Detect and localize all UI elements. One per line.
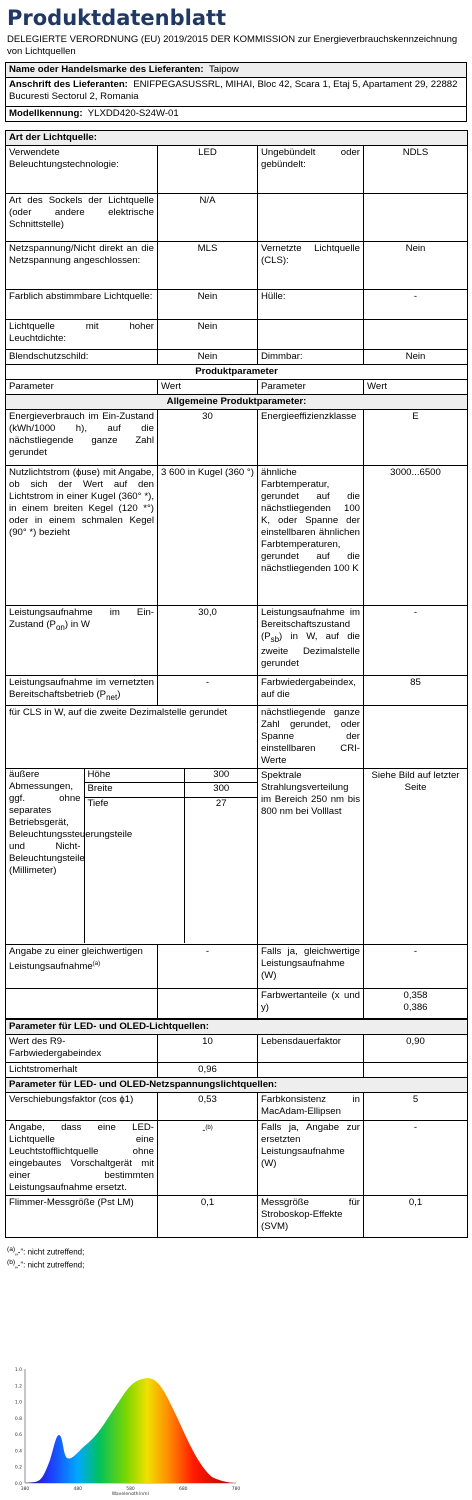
cls-value: Nein xyxy=(364,242,468,290)
glare-shield-value: Nein xyxy=(158,350,258,365)
spectrum-x-tick: 580 xyxy=(126,1487,135,1492)
replaced-power-label: Falls ja, Angabe zur ersetzten Leistungsaufnahme (W) xyxy=(258,1120,364,1195)
datasheet-page xyxy=(5,0,467,1271)
supplier-name: Taipow xyxy=(208,64,239,75)
spectrum-y-tick: 0.8 xyxy=(14,1416,22,1422)
spectrum-y-tick: 0.4 xyxy=(14,1449,22,1455)
model-row xyxy=(6,107,467,122)
networked-standby-note: für CLS in W, auf die zweite Dezimalstelle gerundet xyxy=(6,706,258,769)
mains-value: MLS xyxy=(158,242,258,290)
tunable-value: Nein xyxy=(158,290,258,320)
spectral-distribution-label: Spektrale Strahlungsverteilung im Bereich 250 nm bis 800 nm bei Volllast xyxy=(258,769,364,945)
supplier-name-label: Name oder Handelsmarke des Lieferanten: xyxy=(9,64,204,75)
r9-value: 10 xyxy=(158,1034,258,1062)
spectrum-curve xyxy=(25,1378,236,1483)
luminous-flux-label: Nutzlichtstrom (ϕuse) mit Angabe, ob sich der Wert auf den Lichtstrom in einer Kugel (360° *), in einem breiten Kegel (120 *°) oder in einem schmalen Kegel (90° *) bezieht xyxy=(6,466,158,606)
r9-label: Wert des R9-Farbwiedergabeindex xyxy=(6,1034,158,1062)
footnote-b: $^{(b)}$„-“: nicht zutreffend; xyxy=(7,1259,85,1270)
section-header-general: Allgemeine Produktparameter: xyxy=(6,395,468,410)
standby-power-value: - xyxy=(364,606,468,676)
dimension-height-value: 300 xyxy=(184,769,258,783)
empty-cell xyxy=(158,989,258,1019)
spectrum-x-label: Wavelength(nm) xyxy=(111,1492,150,1495)
empty-cell xyxy=(364,706,468,769)
empty-cell xyxy=(258,194,364,242)
dimensions-cell xyxy=(6,769,258,945)
replaced-power-value: - xyxy=(364,1120,468,1195)
standby-power-label: Leistungsaufnahme im Bereitschaftszustand $(P_{sb})$ in W, auf die zweite Dezimalstelle gerundet xyxy=(258,606,364,676)
cri-value: 85 xyxy=(364,676,468,706)
flicker-value: 0,1 xyxy=(158,1195,258,1237)
spectrum-x-tick: 780 xyxy=(231,1487,241,1492)
high-luminance-label: Lichtquelle mit hoher Leuchtdichte: xyxy=(6,320,158,350)
lumen-maintenance-value: 0,96 xyxy=(158,1062,258,1077)
col-header-value: Wert xyxy=(158,380,258,395)
envelope-value: - xyxy=(364,290,468,320)
spectrum-y-tick: 0.6 xyxy=(14,1433,22,1439)
color-consistency-label: Farbkonsistenz in MacAdam-Ellipsen xyxy=(258,1092,364,1120)
lumen-maintenance-label: Lichtstromerhalt xyxy=(6,1062,158,1077)
empty-cell xyxy=(258,1062,364,1077)
col-header-parameter: Parameter xyxy=(6,380,158,395)
page-title: Produktdatenblatt xyxy=(7,6,227,30)
footnotes xyxy=(7,1244,467,1271)
technology-label: Verwendete Beleuchtungstechnologie: xyxy=(6,146,158,194)
technology-value: LED xyxy=(158,146,258,194)
spectrum-y-tick: 1.2 xyxy=(14,1384,22,1390)
section-header-art: Art der Lichtquelle: xyxy=(6,131,468,146)
dimension-depth-label: Tiefe xyxy=(84,797,184,943)
glare-shield-label: Blendschutzschild: xyxy=(6,350,158,365)
envelope-label: Hülle: xyxy=(258,290,364,320)
section-header-product-params: Produktparameter xyxy=(6,365,468,380)
directional-value: NDLS xyxy=(364,146,468,194)
spectrum-chart xyxy=(0,1355,250,1495)
footnote-a: $^{(a)}$„-“: nicht zutreffend; xyxy=(7,1245,85,1257)
networked-standby-label: Leistungsaufnahme im vernetzten Bereitschaftsbetrieb $(P_{net})$ xyxy=(6,676,158,706)
spectral-distribution-value: Siehe Bild auf letzter Seite xyxy=(364,769,468,945)
spectrum-y-tick: 0.0 xyxy=(14,1482,22,1487)
energy-consumption-value: 30 xyxy=(158,410,258,466)
mains-label: Netzspannung/Nicht direkt an die Netzspannung angeschlossen: xyxy=(6,242,158,290)
dimmable-label: Dimmbar: xyxy=(258,350,364,365)
light-source-table xyxy=(5,130,468,1238)
color-temperature-label: ähnliche Farbtemperatur, gerundet auf die nächstliegenden 100 K, oder Spanne der einstellbaren ähnlichen Farbtemperaturen, gerundet auf die nächstliegenden 100 K xyxy=(258,466,364,606)
efficiency-class-value: E xyxy=(364,410,468,466)
networked-standby-value: - xyxy=(158,676,258,706)
equivalent-power-label: Angabe zu einer gleichwertigen Leistungsaufnahme$^{(a)}$ xyxy=(6,945,158,989)
fluorescent-replacement-value: -$^{(b)}$ xyxy=(158,1120,258,1195)
energy-consumption-label: Energieverbrauch im Ein-Zustand (kWh/1000 h), auf die nächstliegende ganze Zahl gerundet xyxy=(6,410,158,466)
stroboscopic-value: 0,1 xyxy=(364,1195,468,1237)
spectrum-svg xyxy=(0,1355,250,1495)
lifetime-factor-label: Lebensdauerfaktor xyxy=(258,1034,364,1062)
spectrum-x-tick: 480 xyxy=(73,1487,83,1492)
chromaticity-label: Farbwertanteile (x und y) xyxy=(258,989,364,1019)
luminous-flux-value: 3 600 in Kugel (360 °) xyxy=(158,466,258,606)
supplier-name-row xyxy=(6,63,467,78)
col-header-value: Wert xyxy=(364,380,468,395)
cri-label-top: Farbwiedergabeindex, auf die xyxy=(258,676,364,706)
directional-label: Ungebündelt oder gebündelt: xyxy=(258,146,364,194)
equivalent-power-w-value: - xyxy=(364,945,468,989)
fluorescent-replacement-label: Angabe, dass eine LED-Lichtquelle eine Leuchtstofflichtquelle ohne eingebautes Vorschaltgerät mit einer bestimmten Leistungsaufnahme ersetzt. xyxy=(6,1120,158,1195)
lifetime-factor-value: 0,90 xyxy=(364,1034,468,1062)
displacement-factor-value: 0,53 xyxy=(158,1092,258,1120)
model-id: YLXDD420-S24W-01 xyxy=(87,108,179,119)
col-header-parameter: Parameter xyxy=(258,380,364,395)
equivalent-power-w-label: Falls ja, gleichwertige Leistungsaufnahme (W) xyxy=(258,945,364,989)
supplier-address: ENIFPEGASUSSRL, MIHAI, Bloc 42, Scara 1, Etaj 5, Apartament 29, 22882 Bucuresti Sectorul 2, Romania xyxy=(9,79,458,102)
empty-cell xyxy=(364,194,468,242)
spectrum-x-tick: 680 xyxy=(178,1487,188,1492)
dimension-width-value: 300 xyxy=(184,783,258,797)
cls-label: Vernetzte Lichtquelle (CLS): xyxy=(258,242,364,290)
empty-cell xyxy=(258,320,364,350)
section-header-mains: Parameter für LED- und OLED-Netzspannungslichtquellen: xyxy=(6,1077,468,1092)
empty-cell xyxy=(6,989,158,1019)
flicker-label: Flimmer-Messgröße (Pst LM) xyxy=(6,1195,158,1237)
on-power-label: Leistungsaufnahme im Ein-Zustand $(P_{on})$ in W xyxy=(6,606,158,676)
on-power-value: 30,0 xyxy=(158,606,258,676)
socket-label: Art des Sockels der Lichtquelle (oder andere elektrische Schnittstelle) xyxy=(6,194,158,242)
supplier-address-label: Anschrift des Lieferanten: xyxy=(9,79,128,90)
equivalent-power-value: - xyxy=(158,945,258,989)
tunable-label: Farblich abstimmbare Lichtquelle: xyxy=(6,290,158,320)
dimension-width-label: Breite xyxy=(84,783,184,797)
model-label: Modellkennung: xyxy=(9,108,83,119)
high-luminance-value: Nein xyxy=(158,320,258,350)
spectrum-y-tick: 0.2 xyxy=(14,1465,22,1471)
spectrum-y-tick: 1.0 xyxy=(14,1368,22,1373)
dimmable-value: Nein xyxy=(364,350,468,365)
chromaticity-value: 0,358 0,386 xyxy=(364,989,468,1019)
cri-label-rest: nächstliegende ganze Zahl gerundet, oder Spanne der einstellbaren CRI-Werte xyxy=(258,706,364,769)
color-temperature-value: 3000...6500 xyxy=(364,466,468,606)
empty-cell xyxy=(364,1062,468,1077)
empty-cell xyxy=(364,320,468,350)
supplier-table xyxy=(5,62,467,122)
dimension-height-label: Höhe xyxy=(84,769,184,783)
spectrum-x-tick: 380 xyxy=(20,1487,30,1492)
color-consistency-value: 5 xyxy=(364,1092,468,1120)
stroboscopic-label: Messgröße für Stroboskop-Effekte (SVM) xyxy=(258,1195,364,1237)
efficiency-class-label: Energieeffizienzklasse xyxy=(258,410,364,466)
supplier-address-row xyxy=(6,78,467,107)
section-header-led: Parameter für LED- und OLED-Lichtquellen: xyxy=(6,1019,468,1035)
dimension-depth-value: 27 xyxy=(184,797,258,943)
displacement-factor-label: Verschiebungsfaktor (cos ϕ1) xyxy=(6,1092,158,1120)
spectrum-y-tick: 1.0 xyxy=(14,1400,22,1406)
dimensions-label: äußere Abmessungen, ggf. ohne separates Betriebsgerät, Beleuchtungssteuerungsteile und Nicht-Beleuchtungsteile (Millimeter) xyxy=(6,769,84,943)
socket-value: N/A xyxy=(158,194,258,242)
regulation-intro: DELEGIERTE VERORDNUNG (EU) 2019/2015 DER KOMMISSION zur Energieverbrauchskennzeichnung von Lichtquellen xyxy=(7,34,458,57)
